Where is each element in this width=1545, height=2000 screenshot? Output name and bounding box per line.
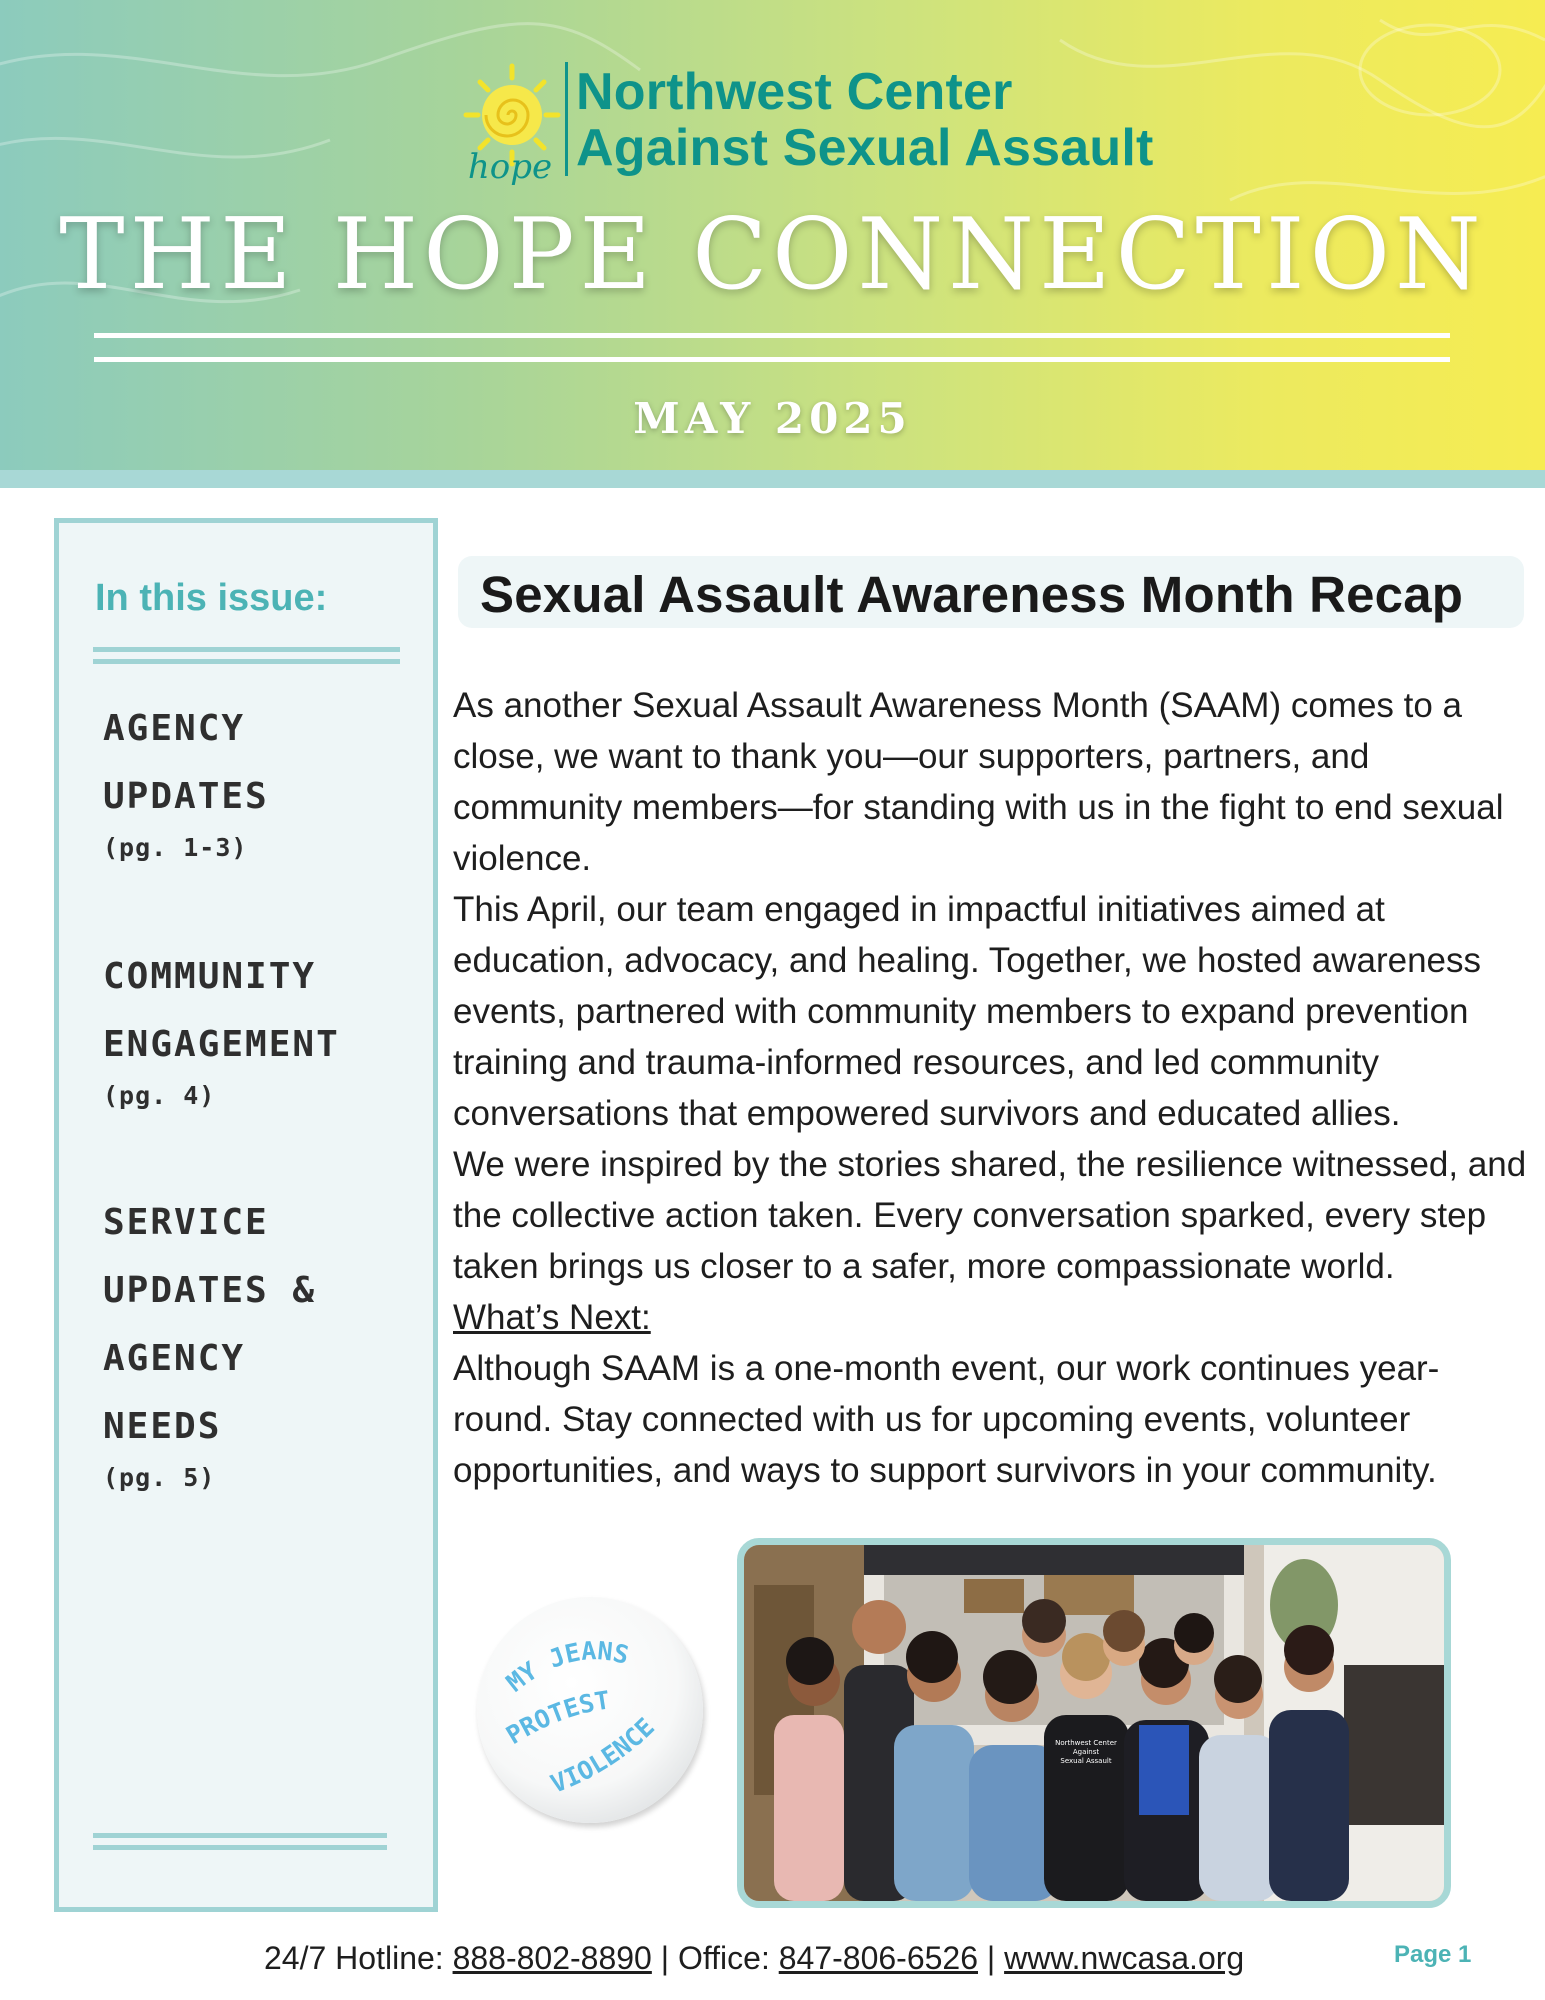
button-text-line1: MY JEANS bbox=[500, 1636, 632, 1698]
shirt-text-line2: Against bbox=[1072, 1748, 1100, 1756]
toc-heading-line: COMMUNITY bbox=[103, 956, 317, 997]
toc-heading-line: UPDATES bbox=[103, 776, 269, 817]
article-title: Sexual Assault Awareness Month Recap bbox=[480, 566, 1464, 623]
website-link[interactable]: www.nwcasa.org bbox=[1004, 1940, 1245, 1976]
office-label: Office: bbox=[677, 1940, 779, 1976]
footer-separator: | bbox=[978, 1940, 1005, 1976]
jeans-protest-button-image bbox=[477, 1597, 703, 1823]
button-text-line2: PROTEST bbox=[501, 1685, 612, 1751]
hotline-label: 24/7 Hotline: bbox=[264, 1940, 453, 1976]
page-number: Page 1 bbox=[1394, 1941, 1472, 1968]
sidebar-rule bbox=[93, 647, 400, 652]
shirt-text-line3: Sexual Assault bbox=[1060, 1757, 1112, 1765]
article-paragraph: As another Sexual Assault Awareness Month (SAAM) comes to a close, we want to thank you—our supporters, partners, and community members—for standing with us in the fight to end sexual violence. bbox=[453, 686, 1504, 878]
sidebar-title: In this issue: bbox=[95, 577, 328, 619]
article-paragraph: We were inspired by the stories shared, the resilience witnessed, and the collective action taken. Every conversation sparked, every step taken brings us closer to a safer, more compassionate world. bbox=[453, 1145, 1527, 1286]
toc-item-service-updates bbox=[103, 1189, 316, 1495]
header-bottom-band bbox=[0, 470, 1545, 488]
in-this-issue-sidebar bbox=[54, 518, 438, 1912]
logo-org-line1: Northwest Center bbox=[576, 63, 1013, 121]
toc-heading-line: NEEDS bbox=[103, 1406, 222, 1447]
title-rule-bottom bbox=[94, 357, 1450, 362]
sidebar-rule bbox=[93, 1845, 387, 1850]
hotline-number-link[interactable]: 888-802-8890 bbox=[452, 1940, 652, 1976]
newsletter-title: THE HOPE CONNECTION bbox=[59, 198, 1486, 312]
toc-page-ref: (pg. 5) bbox=[103, 1463, 216, 1492]
toc-item-community-engagement bbox=[103, 943, 340, 1113]
toc-page-ref: (pg. 4) bbox=[103, 1081, 216, 1110]
newsletter-header bbox=[0, 0, 1545, 470]
sun-logo-icon bbox=[462, 60, 562, 200]
toc-page-ref: (pg. 1-3) bbox=[103, 833, 248, 862]
footer-separator: | bbox=[651, 1940, 678, 1976]
toc-heading-line: AGENCY bbox=[103, 1338, 246, 1379]
title-rule-top bbox=[94, 333, 1450, 338]
button-text-line3: VIOLENCE bbox=[546, 1712, 660, 1799]
sidebar-rule bbox=[93, 1833, 387, 1838]
toc-item-agency-updates bbox=[103, 695, 269, 865]
toc-heading-line: UPDATES & bbox=[103, 1270, 317, 1311]
article-paragraph: This April, our team engaged in impactful initiatives aimed at education, advocacy, and healing. Together, we hosted awareness events, partnered with community members to expand prevention training and trauma-informed resources, and led community conversations that empowered survivors and educated allies. bbox=[453, 890, 1482, 1133]
sidebar-rule bbox=[93, 659, 400, 664]
logo-org-line2: Against Sexual Assault bbox=[576, 119, 1154, 177]
logo-divider bbox=[565, 62, 568, 176]
whats-next-heading: What’s Next: bbox=[453, 1298, 651, 1337]
toc-heading-line: SERVICE bbox=[103, 1202, 269, 1243]
shirt-text-line1: Northwest Center bbox=[1055, 1739, 1117, 1747]
group-photo bbox=[737, 1538, 1451, 1908]
article-body bbox=[453, 680, 1528, 1496]
article-title-box bbox=[458, 556, 1524, 628]
organization-logo bbox=[462, 60, 1162, 200]
issue-date: MAY 2025 bbox=[633, 394, 912, 443]
logo-hope-text: hope bbox=[467, 147, 553, 187]
toc-heading-line: ENGAGEMENT bbox=[103, 1024, 340, 1065]
office-number-link[interactable]: 847-806-6526 bbox=[778, 1940, 978, 1976]
article-paragraph: Although SAAM is a one-month event, our work continues year-round. Stay connected with us for upcoming events, volunteer opportunities, and ways to support survivors in your community. bbox=[453, 1349, 1440, 1490]
toc-heading-line: AGENCY bbox=[103, 708, 246, 749]
